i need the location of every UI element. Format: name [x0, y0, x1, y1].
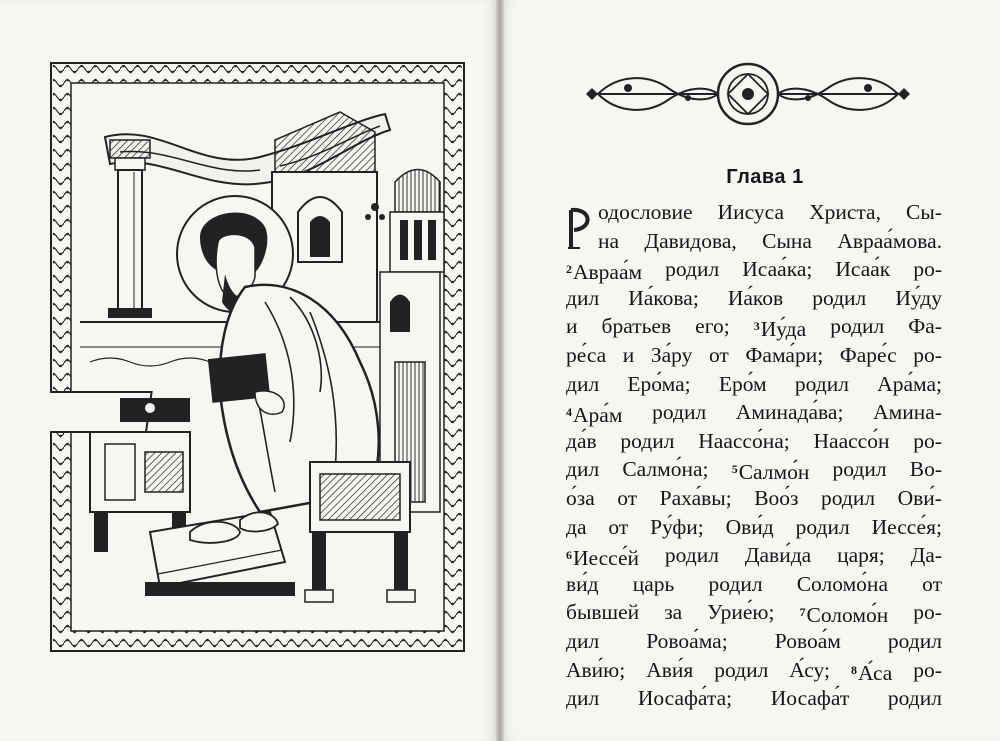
text-line: дил Еро́ма; Еро́м родил Ара́ма; [566, 371, 942, 396]
book-gutter [496, 0, 504, 741]
text-line: $^4$Ара́м родил Аминада́ва; Амина- [566, 400, 942, 428]
text-line: и братьев его; $^3$Иу́да родил Фа- [566, 314, 942, 342]
text-line: Ави́ю; Ави́я родил А́су; $^8$А́са ро- [566, 657, 942, 685]
text-line: одословие Иисуса Христа, Сы- [598, 200, 942, 224]
evangelist-illustration [50, 62, 465, 652]
text-line: дил Иосафа́та; Иосафа́т родил [566, 686, 942, 711]
chapter-heading: Глава 1 [726, 166, 804, 188]
text-line: о́за от Раха́вы; Воо́з родил Ови́- [566, 485, 942, 510]
text-line: ре́са и За́ру от Фама́ри; Фаре́с ро- [566, 342, 942, 367]
scripture-text [566, 198, 942, 713]
text-line: бывшей за Урие́ю; $^7$Соломо́н ро- [566, 600, 942, 628]
text-line: на Давидова, Сына Авраа́мова. [598, 228, 942, 253]
illustration-frame [50, 62, 465, 652]
text-line: $^2$Авраа́м родил Исаа́ка; Исаа́к ро- [566, 257, 942, 285]
text-line: да от Ру́фи; Ови́д родил Иессе́я; [566, 514, 942, 539]
text-line: да́в родил Наассо́на; Наассо́н ро- [566, 428, 942, 453]
text-line: $^6$Иессе́й родил Дави́да царя; Да- [566, 543, 942, 571]
text-line: дил Иа́кова; Иа́ков родил Иу́ду [566, 285, 942, 310]
text-line: дил Ровоа́ма; Ровоа́м родил [566, 628, 942, 653]
text-line: ви́д царь родил Соломо́на от [566, 571, 942, 596]
text-line: дил Салмо́на; $^5$Салмо́н родил Во- [566, 457, 942, 485]
headpiece-ornament [578, 58, 918, 130]
